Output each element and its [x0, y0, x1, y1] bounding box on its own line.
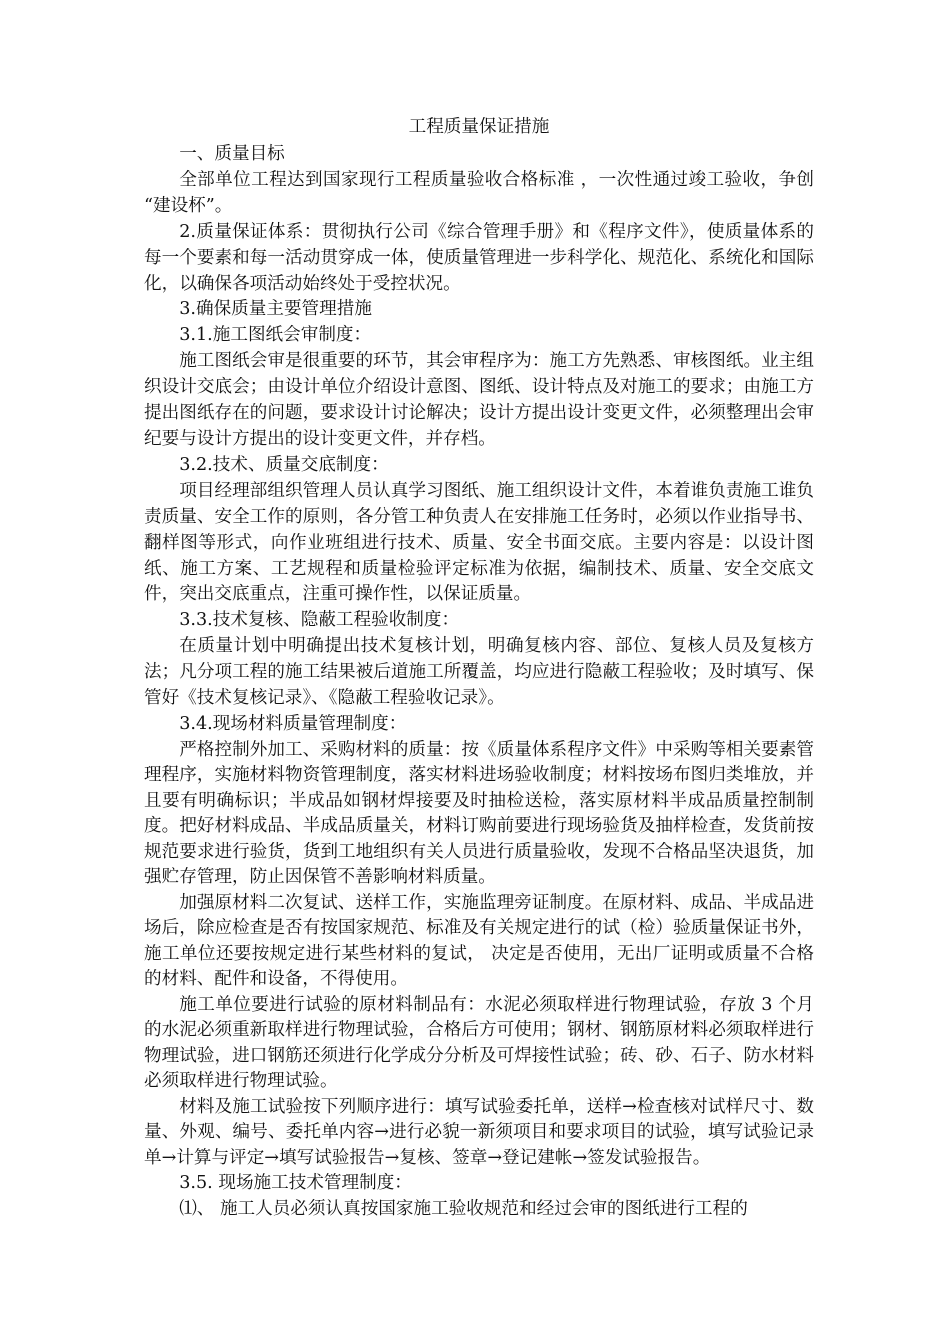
heading-site-technical: 3.5. 现场施工技术管理制度：: [179, 1173, 412, 1194]
heading-quality-goal: 一、质量目标: [179, 144, 285, 164]
document-body: [144, 112, 814, 1223]
paragraph-drawing-review: 施工图纸会审是很重要的环节，其会审程序为：施工方先熟悉、审核图纸。业主组织设计交底会；由设计单位介绍设计意图、图纸、设计特点及对施工的要求；由施工方提出图纸存在的问题，要求设计讨论解决；设计方提出设计变更文件，必须整理出会审纪要与设计方提出的设计变更文件，并存档。: [144, 351, 814, 449]
heading-management-measures: 3.确保质量主要管理措施: [179, 299, 372, 320]
paragraph-quality-system: 2.质量保证体系：贯彻执行公司《综合管理手册》和《程序文件》，使质量体系的每一个要素和每一活动贯穿成一体，使质量管理进一步科学化、规范化、系统化和国际化，以确保各项活动始终处于受控状况。: [144, 221, 814, 294]
paragraph-technical-review: 在质量计划中明确提出技术复核计划，明确复核内容、部位、复核人员及复核方法；凡分项工程的施工结果被后道施工所覆盖，均应进行隐蔽工程验收；及时填写、保管好《技术复核记录》、《隐蔽工程验收记录》。: [144, 636, 814, 709]
paragraph-site-technical-1: ⑴、 施工人员必须认真按国家施工验收规范和经过会审的图纸进行工程的: [179, 1199, 748, 1220]
paragraph-technical-briefing: 项目经理部组织管理人员认真学习图纸、施工组织设计文件，本着谁负责施工谁负责质量、安全工作的原则，各分管工种负责人在安排施工任务时，必须以作业指导书、翻样图等形式，向作业班组进行技术、质量、安全书面交底。主要内容是：以设计图纸、施工方案、工艺规程和质量检验评定标准为依据，编制技术、质量、安全交底文件，突出交底重点，注重可操作性，以保证质量。: [144, 480, 814, 605]
document-title: 工程质量保证措施: [408, 117, 550, 137]
heading-material-quality: 3.4.现场材料质量管理制度：: [179, 713, 407, 734]
paragraph-test-materials: 施工单位要进行试验的原材料制品有：水泥必须取样进行物理试验，存放 3 个月的水泥必须重新取样进行物理试验，合格后方可使用；钢材、钢筋原材料必须取样进行物理试验，进口钢筋还须进行化学成分分析及可焊接性试验；砖、砂、石子、防水材料必须取样进行物理试验。: [144, 994, 814, 1092]
paragraph-test-sequence: 材料及施工试验按下列顺序进行：填写试验委托单，送样→检查核对试样尺寸、数量、外观、编号、委托单内容→进行必貌一新须项目和要求项目的试验，填写试验记录单→计算与评定→填写试验报告→复核、签章→登记建帐→签发试验报告。: [144, 1096, 814, 1168]
paragraph-quality-goal: 全部单位工程达到国家现行工程质量验收合格标准 ，一次性通过竣工验收，争创 “建设杯”。: [144, 169, 814, 216]
paragraph-material-retest: 加强原材料二次复试、送样工作，实施监理旁证制度。在原材料、成品、半成品进场后，除应检查是否有按国家规范、标准及有关规定进行的试（检）验质量保证书外，施工单位还要按规定进行某些材料的复试， 决定是否使用，无出厂证明或质量不合格的材料、配件和设备，不得使用。: [144, 892, 814, 990]
heading-drawing-review: 3.1.施工图纸会审制度：: [179, 325, 372, 346]
paragraph-material-control: 严格控制外加工、采购材料的质量：按《质量体系程序文件》中采购等相关要素管理程序，实施材料物资管理制度，落实材料进场验收制度；材料按场布图归类堆放，并且要有明确标识；半成品如钢材焊接要及时抽检送检，落实原材料半成品质量控制制度。把好材料成品、半成品质量关，材料订购前要进行现场验货及抽样检查，发货前按规范要求进行验货，货到工地组织有关人员进行质量验收，发现不合格品坚决退货，加强贮存管理，防止因保管不善影响材料质量。: [144, 739, 814, 888]
heading-technical-briefing: 3.2.技术、质量交底制度：: [179, 454, 389, 475]
heading-technical-review: 3.3.技术复核、隐蔽工程验收制度：: [179, 610, 460, 631]
